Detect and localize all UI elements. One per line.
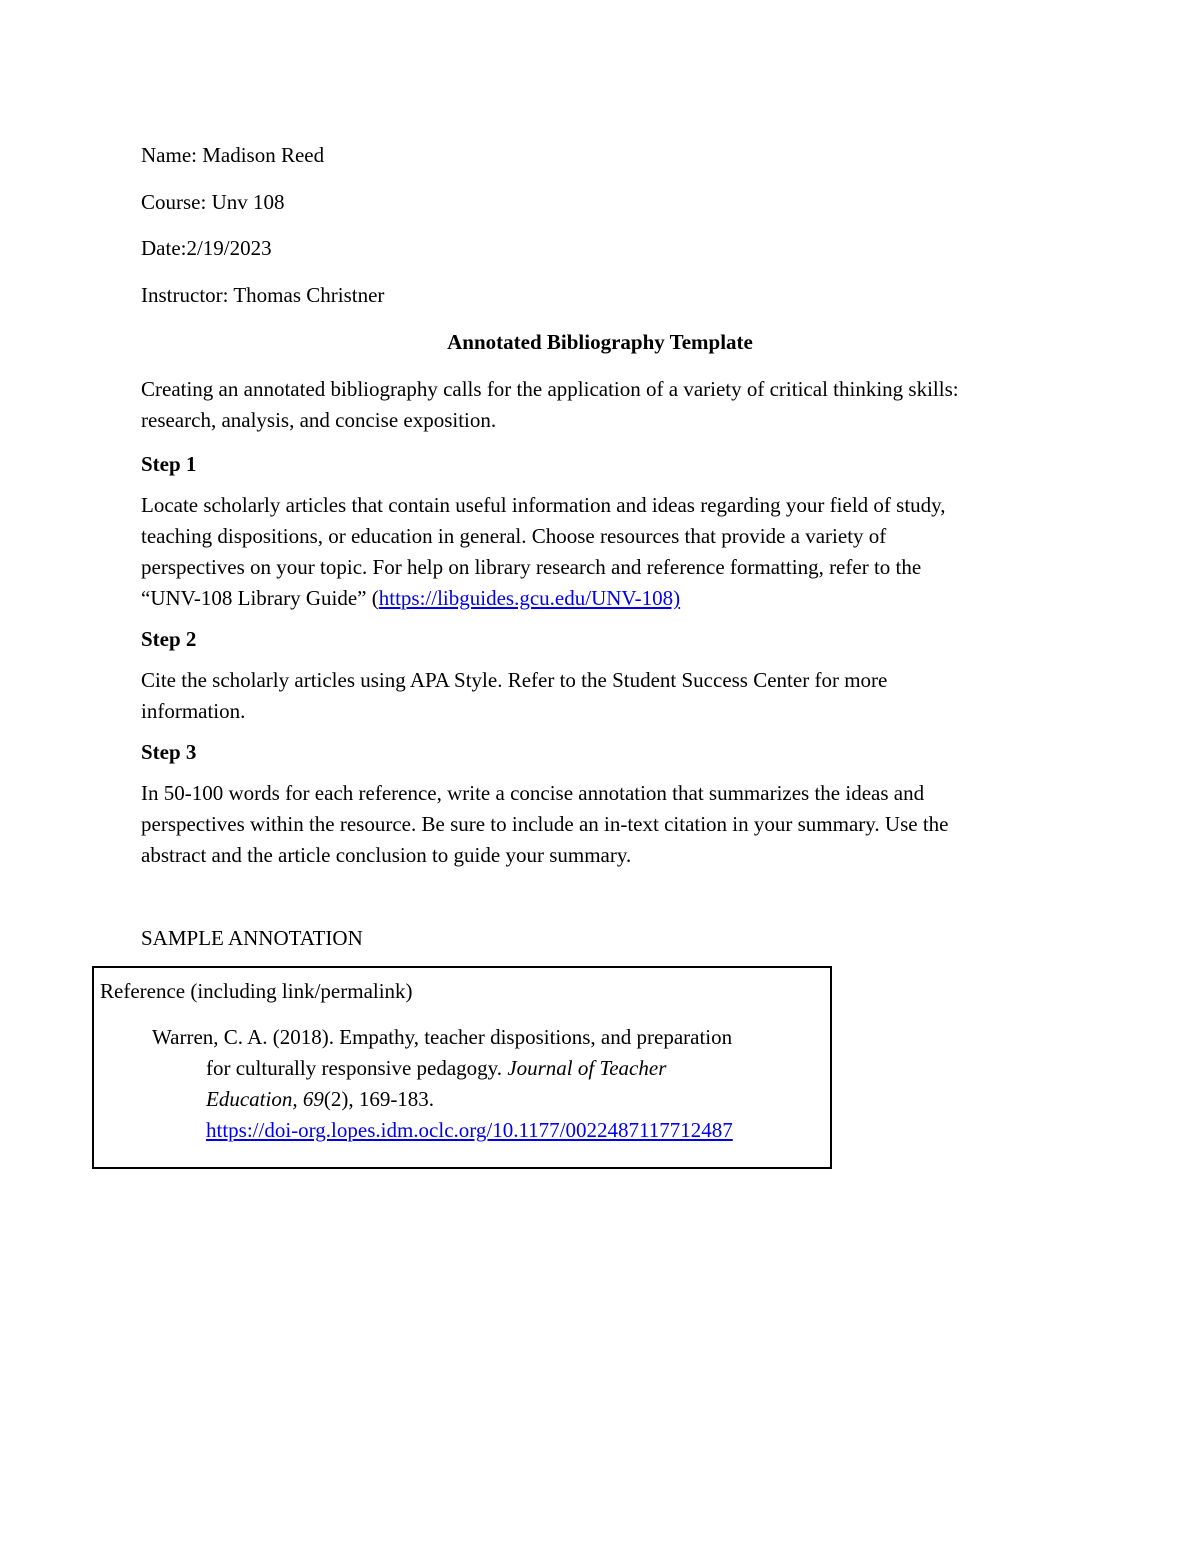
step-1-line-4-text: “UNV-108 Library Guide” ( [141, 586, 379, 610]
step-2-paragraph [141, 665, 1071, 727]
intro-paragraph [141, 374, 1071, 436]
library-guide-link[interactable]: https://libguides.gcu.edu/UNV-108) [378, 586, 681, 610]
date-line: Date:2/19/2023 [141, 236, 272, 260]
reference-citation [152, 1022, 812, 1146]
intro-line-1: Creating an annotated bibliography calls for the application of a variety of critical thinking skills: [141, 377, 959, 401]
reference-label: Reference (including link/permalink) [100, 979, 413, 1003]
step-1-paragraph [141, 490, 1071, 614]
step-2-line-2: information. [141, 699, 246, 723]
intro-line-2: research, analysis, and concise exposition. [141, 408, 497, 432]
step-3-line-1: In 50-100 words for each reference, write a concise annotation that summarizes the ideas and [141, 781, 925, 805]
step-3-paragraph [141, 778, 1071, 871]
step-2-line-1: Cite the scholarly articles using APA Style. Refer to the Student Success Center for more [141, 668, 888, 692]
step-3-line-2: perspectives within the resource. Be sure to include an in-text citation in your summary. Use the [141, 812, 949, 836]
instructor-line: Instructor: Thomas Christner [141, 283, 385, 307]
step-1-line-2: teaching dispositions, or education in general. Choose resources that provide a variety of [141, 524, 887, 548]
citation-line-4 [152, 1115, 812, 1146]
citation-line-3 [152, 1084, 812, 1115]
page-title: Annotated Bibliography Template [447, 330, 753, 354]
student-name: Name: Madison Reed [141, 143, 325, 167]
journal-name-part-2: Education, 69 [206, 1087, 324, 1111]
citation-issue-pages: (2), 169-183. [323, 1087, 435, 1111]
step-2-heading: Step 2 [141, 627, 197, 651]
step-3-line-3: abstract and the article conclusion to guide your summary. [141, 843, 632, 867]
step-1-line-3: perspectives on your topic. For help on library research and reference formatting, refer to the [141, 555, 922, 579]
sample-annotation-label: SAMPLE ANNOTATION [141, 926, 363, 950]
citation-title-text: for culturally responsive pedagogy. [206, 1056, 508, 1080]
step-1-line-4 [141, 583, 1071, 614]
step-3-heading: Step 3 [141, 740, 197, 764]
citation-line-2 [152, 1053, 812, 1084]
citation-line-1: Warren, C. A. (2018). Empathy, teacher dispositions, and preparation [152, 1025, 733, 1049]
step-1-line-1: Locate scholarly articles that contain useful information and ideas regarding your field of study, [141, 493, 946, 517]
course-line: Course: Unv 108 [141, 190, 285, 214]
sample-annotation-box [92, 966, 832, 1169]
step-1-heading: Step 1 [141, 452, 197, 476]
journal-name-part-1: Journal of Teacher [507, 1056, 667, 1080]
doi-link[interactable]: https://doi-org.lopes.idm.oclc.org/10.1177/0022487117712487 [206, 1118, 733, 1142]
